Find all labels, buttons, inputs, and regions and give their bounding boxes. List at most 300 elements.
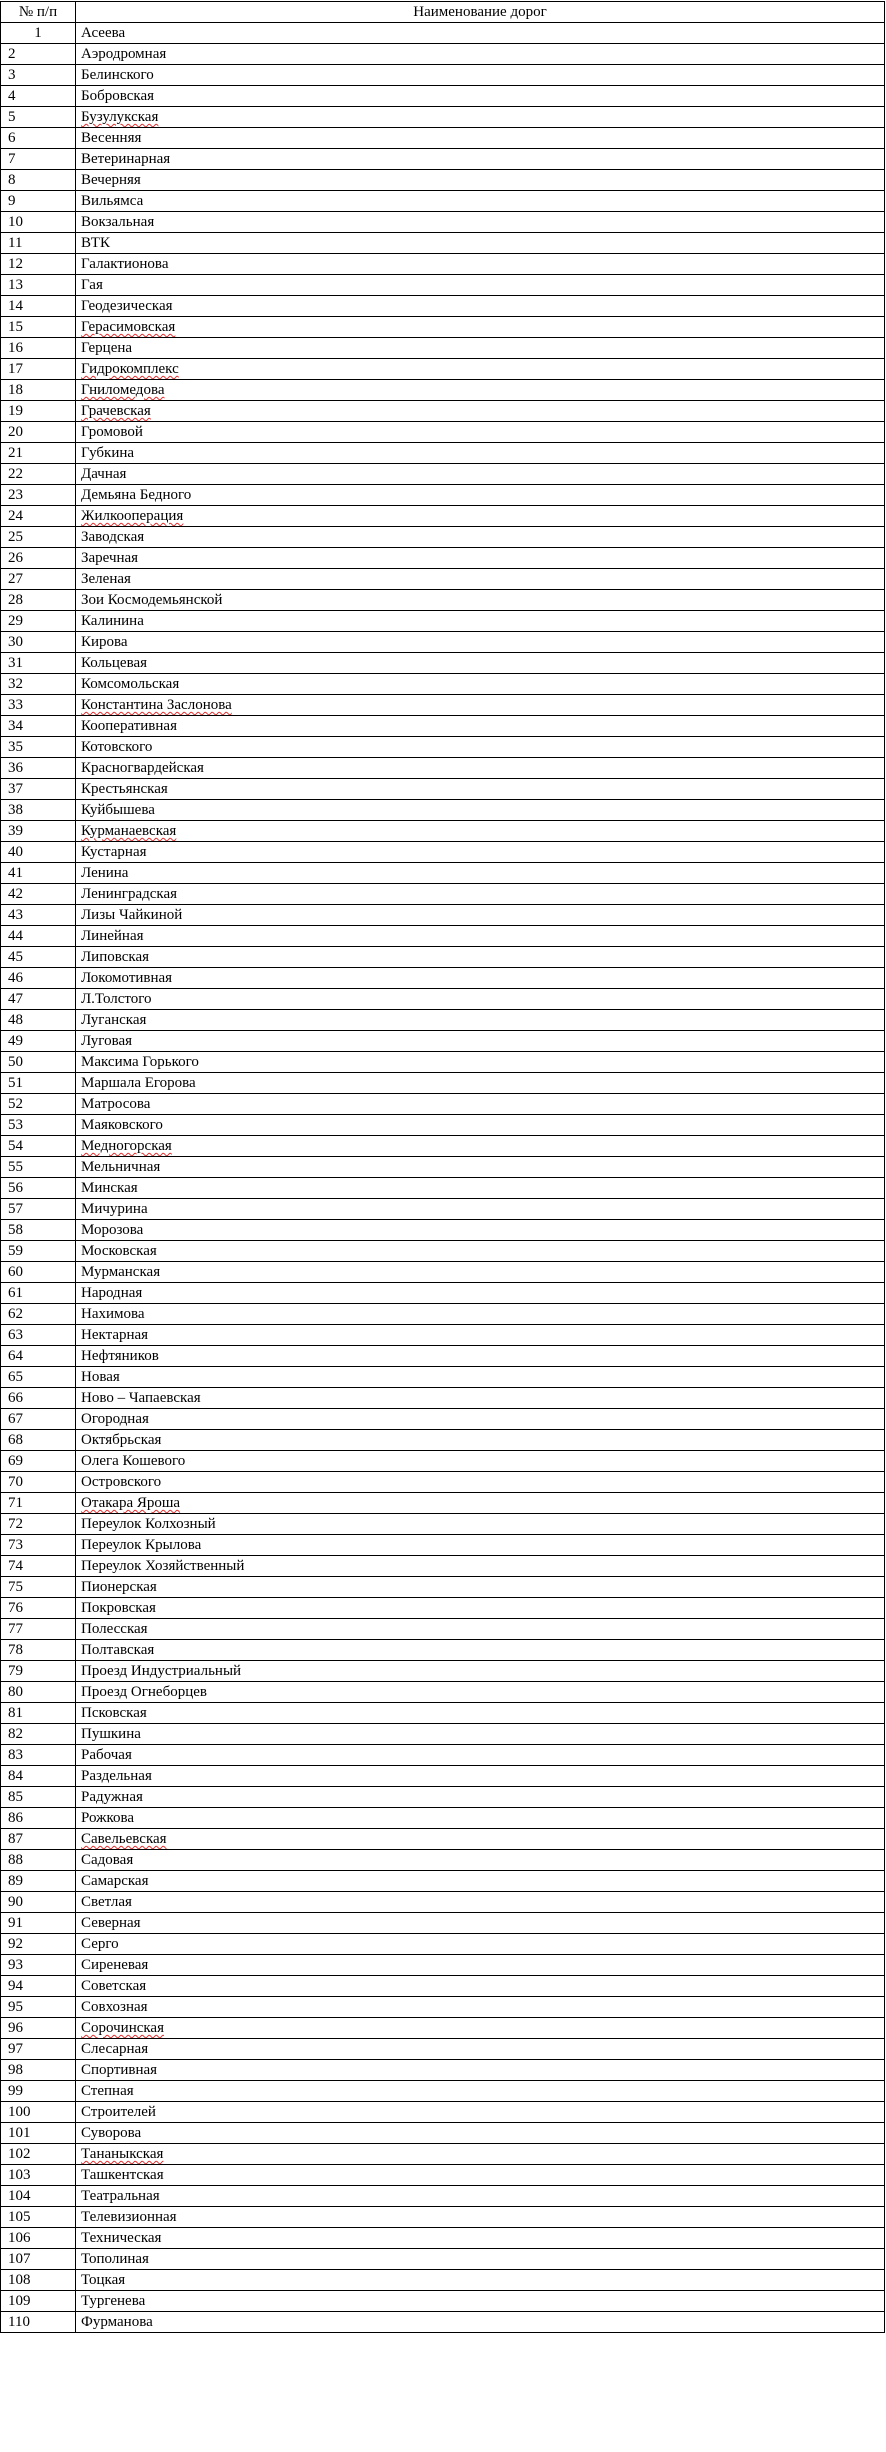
- row-number: 98: [1, 2060, 76, 2081]
- road-name: Слесарная: [81, 2041, 149, 2057]
- road-name-cell: [76, 1556, 885, 1577]
- row-number: 65: [1, 1367, 76, 1388]
- row-number: 28: [1, 590, 76, 611]
- road-name: Геодезическая: [81, 298, 173, 314]
- road-name-cell: [76, 1136, 885, 1157]
- road-name: Новая: [81, 1369, 120, 1385]
- row-number: 43: [1, 905, 76, 926]
- road-name-cell: [76, 884, 885, 905]
- row-number: 52: [1, 1094, 76, 1115]
- row-number: 67: [1, 1409, 76, 1430]
- row-number: 90: [1, 1892, 76, 1913]
- road-name: Кооперативная: [81, 718, 177, 734]
- table-row: [1, 779, 885, 800]
- row-number: 104: [1, 2186, 76, 2207]
- road-name-cell: [76, 1913, 885, 1934]
- header-road-name: Наименование дорог: [76, 2, 885, 23]
- table-row: [1, 443, 885, 464]
- table-row: [1, 1766, 885, 1787]
- road-name-cell: [76, 275, 885, 296]
- road-name: Полтавская: [81, 1642, 155, 1658]
- road-name-cell: [76, 1661, 885, 1682]
- row-number: 47: [1, 989, 76, 1010]
- row-number: 2: [1, 44, 76, 65]
- table-row: [1, 170, 885, 191]
- road-name: Вечерняя: [81, 172, 141, 188]
- row-number: 85: [1, 1787, 76, 1808]
- table-body: [1, 23, 885, 2333]
- table-row: [1, 1787, 885, 1808]
- road-name: Псковская: [81, 1705, 147, 1721]
- road-name: Суворова: [81, 2125, 142, 2141]
- table-row: [1, 1745, 885, 1766]
- road-name-cell: [76, 674, 885, 695]
- road-name: Вильямса: [81, 193, 144, 209]
- road-name-cell: [76, 191, 885, 212]
- road-name: Светлая: [81, 1894, 132, 1910]
- road-name-cell: [76, 1871, 885, 1892]
- road-name: Красногвардейская: [81, 760, 204, 776]
- table-row: [1, 1493, 885, 1514]
- road-name: Огородная: [81, 1411, 149, 1427]
- road-name-cell: [76, 1619, 885, 1640]
- road-name: Лизы Чайкиной: [81, 907, 183, 923]
- table-row: [1, 1115, 885, 1136]
- table-row: [1, 863, 885, 884]
- table-row: [1, 527, 885, 548]
- table-row: [1, 1913, 885, 1934]
- table-row: [1, 1682, 885, 1703]
- road-name: Дачная: [81, 466, 127, 482]
- table-row: [1, 1808, 885, 1829]
- road-name: Асеева: [81, 25, 126, 41]
- row-number: 55: [1, 1157, 76, 1178]
- row-number: 78: [1, 1640, 76, 1661]
- road-name-cell: [76, 1052, 885, 1073]
- table-row: [1, 1976, 885, 1997]
- row-number: 73: [1, 1535, 76, 1556]
- road-name-cell: [76, 1598, 885, 1619]
- road-name: Театральная: [81, 2188, 160, 2204]
- table-row: [1, 233, 885, 254]
- table-row: [1, 1136, 885, 1157]
- table-row: [1, 275, 885, 296]
- table-row: [1, 2312, 885, 2333]
- road-name: Луговая: [81, 1033, 133, 1049]
- road-name-cell: [76, 1493, 885, 1514]
- road-name-cell: [76, 1430, 885, 1451]
- road-name: Тоцкая: [81, 2272, 126, 2288]
- row-number: 59: [1, 1241, 76, 1262]
- table-row: [1, 737, 885, 758]
- road-name: Отакара Яроша: [81, 1495, 181, 1511]
- row-number: 36: [1, 758, 76, 779]
- road-name: Северная: [81, 1915, 141, 1931]
- row-number: 82: [1, 1724, 76, 1745]
- table-row: [1, 1178, 885, 1199]
- row-number: 100: [1, 2102, 76, 2123]
- table-row: [1, 2102, 885, 2123]
- road-name-cell: [76, 653, 885, 674]
- road-name: Белинского: [81, 67, 154, 83]
- table-row: [1, 1892, 885, 1913]
- road-name-cell: [76, 170, 885, 191]
- table-row: [1, 1388, 885, 1409]
- road-name: Пушкина: [81, 1726, 141, 1742]
- road-name-cell: [76, 779, 885, 800]
- road-name: Галактионова: [81, 256, 169, 272]
- row-number: 68: [1, 1430, 76, 1451]
- road-name-cell: [76, 380, 885, 401]
- row-number: 23: [1, 485, 76, 506]
- row-number: 86: [1, 1808, 76, 1829]
- road-name-cell: [76, 695, 885, 716]
- road-name-cell: [76, 800, 885, 821]
- road-name-cell: [76, 632, 885, 653]
- road-name-cell: [76, 1073, 885, 1094]
- road-name: Заводская: [81, 529, 145, 545]
- road-name-cell: [76, 1388, 885, 1409]
- road-name-cell: [76, 1157, 885, 1178]
- table-row: [1, 1829, 885, 1850]
- row-number: 62: [1, 1304, 76, 1325]
- table-row: [1, 2207, 885, 2228]
- road-name: Герцена: [81, 340, 133, 356]
- table-row: [1, 1619, 885, 1640]
- row-number: 20: [1, 422, 76, 443]
- road-name: Весенняя: [81, 130, 142, 146]
- table-row: [1, 716, 885, 737]
- road-name: Тополиная: [81, 2251, 149, 2267]
- table-row: [1, 506, 885, 527]
- road-name: Переулок Хозяйственный: [81, 1558, 245, 1574]
- table-row: [1, 1640, 885, 1661]
- table-row: [1, 548, 885, 569]
- row-number: 83: [1, 1745, 76, 1766]
- road-name: Островского: [81, 1474, 162, 1490]
- road-name: Герасимовская: [81, 319, 176, 335]
- road-name: Луганская: [81, 1012, 147, 1028]
- row-number: 7: [1, 149, 76, 170]
- road-name-cell: [76, 1304, 885, 1325]
- road-name-cell: [76, 107, 885, 128]
- road-name: Заречная: [81, 550, 139, 566]
- road-name: Мичурина: [81, 1201, 148, 1217]
- row-number: 18: [1, 380, 76, 401]
- table-row: [1, 884, 885, 905]
- row-number: 74: [1, 1556, 76, 1577]
- row-number: 31: [1, 653, 76, 674]
- road-name: Раздельная: [81, 1768, 152, 1784]
- road-name-cell: [76, 401, 885, 422]
- row-number: 58: [1, 1220, 76, 1241]
- road-name-cell: [76, 1178, 885, 1199]
- table-row: [1, 590, 885, 611]
- road-name-cell: [76, 2207, 885, 2228]
- road-name: Кирова: [81, 634, 128, 650]
- row-number: 30: [1, 632, 76, 653]
- row-number: 14: [1, 296, 76, 317]
- row-number: 70: [1, 1472, 76, 1493]
- road-name: Аэродромная: [81, 46, 167, 62]
- row-number: 42: [1, 884, 76, 905]
- road-name: Крестьянская: [81, 781, 168, 797]
- road-name-cell: [76, 1955, 885, 1976]
- road-name: Московская: [81, 1243, 157, 1259]
- table-row: [1, 1934, 885, 1955]
- road-name-cell: [76, 2186, 885, 2207]
- road-name-cell: [76, 233, 885, 254]
- road-name-cell: [76, 1472, 885, 1493]
- table-row: [1, 212, 885, 233]
- table-row: [1, 2249, 885, 2270]
- road-name-cell: [76, 821, 885, 842]
- road-name: Маршала Егорова: [81, 1075, 196, 1091]
- row-number: 10: [1, 212, 76, 233]
- table-row: [1, 1409, 885, 1430]
- road-name: Гидрокомплекс: [81, 361, 179, 377]
- row-number: 34: [1, 716, 76, 737]
- table-row: [1, 1157, 885, 1178]
- table-row: [1, 2123, 885, 2144]
- road-name: Радужная: [81, 1789, 143, 1805]
- table-row: [1, 1955, 885, 1976]
- road-name: Курманаевская: [81, 823, 177, 839]
- table-row: [1, 1997, 885, 2018]
- road-name: Рожкова: [81, 1810, 135, 1826]
- road-name-cell: [76, 2060, 885, 2081]
- road-name: Полесская: [81, 1621, 148, 1637]
- row-number: 9: [1, 191, 76, 212]
- road-name-cell: [76, 1703, 885, 1724]
- road-name: Жилкооперация: [81, 508, 184, 524]
- road-name: ВТК: [81, 235, 110, 251]
- roads-table: [0, 1, 885, 2333]
- table-row: [1, 2144, 885, 2165]
- road-name-cell: [76, 1745, 885, 1766]
- row-number: 110: [1, 2312, 76, 2333]
- table-row: [1, 2081, 885, 2102]
- row-number: 33: [1, 695, 76, 716]
- table-row: [1, 338, 885, 359]
- row-number: 84: [1, 1766, 76, 1787]
- row-number: 25: [1, 527, 76, 548]
- road-name-cell: [76, 758, 885, 779]
- row-number: 26: [1, 548, 76, 569]
- table-row: [1, 905, 885, 926]
- table-row: [1, 1472, 885, 1493]
- road-name: Гниломедова: [81, 382, 165, 398]
- row-number: 41: [1, 863, 76, 884]
- road-name-cell: [76, 611, 885, 632]
- row-number: 93: [1, 1955, 76, 1976]
- road-name: Рабочая: [81, 1747, 132, 1763]
- table-row: [1, 296, 885, 317]
- road-name-cell: [76, 86, 885, 107]
- road-name-cell: [76, 1514, 885, 1535]
- row-number: 53: [1, 1115, 76, 1136]
- table-row: [1, 2039, 885, 2060]
- row-number: 91: [1, 1913, 76, 1934]
- table-row: [1, 1073, 885, 1094]
- row-number: 35: [1, 737, 76, 758]
- row-number: 17: [1, 359, 76, 380]
- road-name: Степная: [81, 2083, 134, 2099]
- road-name-cell: [76, 1535, 885, 1556]
- road-name-cell: [76, 1094, 885, 1115]
- row-number: 44: [1, 926, 76, 947]
- road-name: Телевизионная: [81, 2209, 177, 2225]
- row-number: 1: [1, 23, 76, 44]
- table-row: [1, 1241, 885, 1262]
- road-name-cell: [76, 1031, 885, 1052]
- row-number: 97: [1, 2039, 76, 2060]
- row-number: 87: [1, 1829, 76, 1850]
- road-name: Громовой: [81, 424, 143, 440]
- road-name: Проезд Огнеборцев: [81, 1684, 207, 1700]
- row-number: 92: [1, 1934, 76, 1955]
- table-row: [1, 1262, 885, 1283]
- road-name-cell: [76, 926, 885, 947]
- table-header-row: [1, 2, 885, 23]
- road-name: Морозова: [81, 1222, 144, 1238]
- road-name-cell: [76, 2039, 885, 2060]
- road-name: Самарская: [81, 1873, 149, 1889]
- road-name: Проезд Индустриальный: [81, 1663, 242, 1679]
- road-name: Советская: [81, 1978, 147, 1994]
- road-name-cell: [76, 2249, 885, 2270]
- row-number: 6: [1, 128, 76, 149]
- table-row: [1, 401, 885, 422]
- table-row: [1, 1010, 885, 1031]
- table-row: [1, 23, 885, 44]
- road-name: Минская: [81, 1180, 138, 1196]
- table-row: [1, 1850, 885, 1871]
- table-row: [1, 926, 885, 947]
- row-number: 46: [1, 968, 76, 989]
- road-name-cell: [76, 1640, 885, 1661]
- table-row: [1, 107, 885, 128]
- table-row: [1, 674, 885, 695]
- road-name-cell: [76, 947, 885, 968]
- table-row: [1, 254, 885, 275]
- road-name-cell: [76, 716, 885, 737]
- row-number: 5: [1, 107, 76, 128]
- road-name: Сиреневая: [81, 1957, 149, 1973]
- road-name-cell: [76, 485, 885, 506]
- table-row: [1, 1598, 885, 1619]
- row-number: 13: [1, 275, 76, 296]
- table-row: [1, 2060, 885, 2081]
- table-row: [1, 485, 885, 506]
- table-row: [1, 1199, 885, 1220]
- row-number: 94: [1, 1976, 76, 1997]
- table-row: [1, 632, 885, 653]
- road-name-cell: [76, 2144, 885, 2165]
- row-number: 57: [1, 1199, 76, 1220]
- road-name: Комсомольская: [81, 676, 180, 692]
- road-name: Максима Горького: [81, 1054, 199, 1070]
- road-name: Олега Кошевого: [81, 1453, 186, 1469]
- row-number: 16: [1, 338, 76, 359]
- road-name: Мурманская: [81, 1264, 161, 1280]
- table-row: [1, 569, 885, 590]
- road-name-cell: [76, 1724, 885, 1745]
- row-number: 105: [1, 2207, 76, 2228]
- road-name: Маяковского: [81, 1117, 163, 1133]
- road-name-cell: [76, 2228, 885, 2249]
- road-name-cell: [76, 1283, 885, 1304]
- road-name-cell: [76, 1220, 885, 1241]
- road-name-cell: [76, 296, 885, 317]
- road-name-cell: [76, 1451, 885, 1472]
- road-name-cell: [76, 1787, 885, 1808]
- road-name-cell: [76, 863, 885, 884]
- row-number: 54: [1, 1136, 76, 1157]
- road-name: Матросова: [81, 1096, 151, 1112]
- road-name: Переулок Крылова: [81, 1537, 202, 1553]
- road-name: Садовая: [81, 1852, 134, 1868]
- road-name-cell: [76, 968, 885, 989]
- header-number: № п/п: [1, 2, 76, 23]
- road-name-cell: [76, 1997, 885, 2018]
- road-name-cell: [76, 1976, 885, 1997]
- row-number: 27: [1, 569, 76, 590]
- road-name: Ленинградская: [81, 886, 178, 902]
- row-number: 106: [1, 2228, 76, 2249]
- road-name-cell: [76, 1409, 885, 1430]
- row-number: 103: [1, 2165, 76, 2186]
- road-name-cell: [76, 2123, 885, 2144]
- table-row: [1, 380, 885, 401]
- road-name: Грачевская: [81, 403, 151, 419]
- road-name-cell: [76, 1367, 885, 1388]
- row-number: 40: [1, 842, 76, 863]
- table-row: [1, 1325, 885, 1346]
- table-row: [1, 44, 885, 65]
- row-number: 4: [1, 86, 76, 107]
- table-row: [1, 821, 885, 842]
- row-number: 60: [1, 1262, 76, 1283]
- road-name: Бобровская: [81, 88, 155, 104]
- road-name: Сорочинская: [81, 2020, 164, 2036]
- road-name-cell: [76, 1934, 885, 1955]
- table-row: [1, 800, 885, 821]
- row-number: 76: [1, 1598, 76, 1619]
- table-row: [1, 2165, 885, 2186]
- road-name-cell: [76, 2312, 885, 2333]
- road-name-cell: [76, 149, 885, 170]
- road-name: Линейная: [81, 928, 144, 944]
- road-name: Ленина: [81, 865, 129, 881]
- road-name: Нефтяников: [81, 1348, 159, 1364]
- row-number: 29: [1, 611, 76, 632]
- table-row: [1, 191, 885, 212]
- road-name: Тургенева: [81, 2293, 146, 2309]
- table-row: [1, 464, 885, 485]
- row-number: 12: [1, 254, 76, 275]
- table-row: [1, 989, 885, 1010]
- road-name-cell: [76, 1325, 885, 1346]
- row-number: 108: [1, 2270, 76, 2291]
- road-name: Зои Космодемьянской: [81, 592, 223, 608]
- road-name-cell: [76, 1346, 885, 1367]
- table-row: [1, 1661, 885, 1682]
- row-number: 11: [1, 233, 76, 254]
- road-name: Переулок Колхозный: [81, 1516, 216, 1532]
- table-row: [1, 1367, 885, 1388]
- road-name-cell: [76, 1199, 885, 1220]
